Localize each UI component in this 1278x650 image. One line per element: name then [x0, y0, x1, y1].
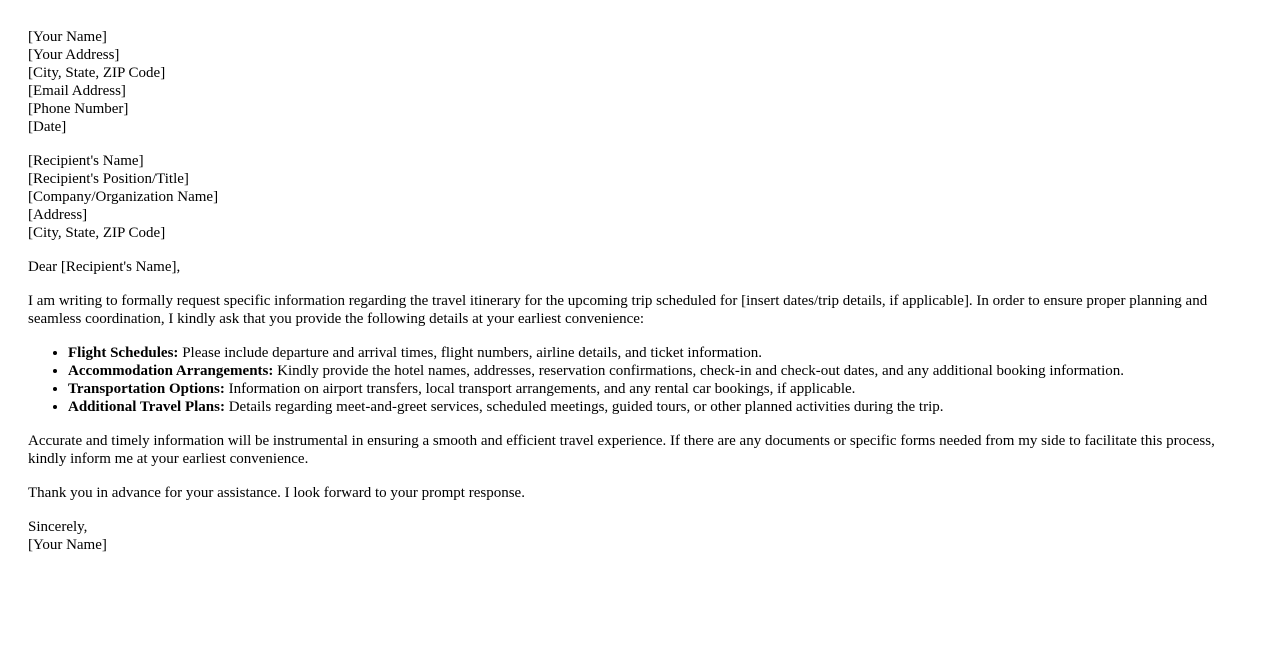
list-item-term: Additional Travel Plans:	[68, 399, 225, 415]
list-item-text: Information on airport transfers, local transport arrangements, and any rental car bookings, if applicable.	[224, 381, 856, 397]
list-item	[68, 398, 1250, 416]
list-item-text: Please include departure and arrival times, flight numbers, airline details, and ticket information.	[178, 345, 763, 361]
sender-address-block	[28, 28, 1250, 136]
sign-off: Sincerely,	[28, 519, 88, 535]
salutation: Dear [Recipient's Name],	[28, 259, 181, 275]
recipient-address: [Address]	[28, 207, 88, 223]
letter	[28, 28, 1250, 570]
list-item	[68, 362, 1250, 380]
recipient-position: [Recipient's Position/Title]	[28, 171, 189, 187]
list-item-text: Kindly provide the hotel names, addresses, reservation confirmations, check-in and check-out dates, and any additional booking information.	[273, 363, 1124, 379]
sender-name: [Your Name]	[28, 29, 107, 45]
list-item	[68, 344, 1250, 362]
recipient-city-state-zip: [City, State, ZIP Code]	[28, 225, 166, 241]
intro-paragraph: I am writing to formally request specific information regarding the travel itinerary for the upcoming trip scheduled for [insert dates/trip details, if applicable]. In order to ensure proper planning and seamless coordination, I kindly ask that you provide the following details at your earliest convenience:	[28, 293, 1208, 327]
thanks-paragraph: Thank you in advance for your assistance. I look forward to your prompt response.	[28, 485, 525, 501]
closing-paragraph: Accurate and timely information will be instrumental in ensuring a smooth and efficient travel experience. If there are any documents or specific forms needed from my side to facilitate this process, kindly inform me at your earliest convenience.	[28, 433, 1215, 467]
sender-email: [Email Address]	[28, 83, 126, 99]
list-item-term: Flight Schedules:	[68, 345, 179, 361]
list-item-term: Accommodation Arrangements:	[68, 363, 274, 379]
recipient-company: [Company/Organization Name]	[28, 189, 219, 205]
sender-phone: [Phone Number]	[28, 101, 129, 117]
list-item	[68, 380, 1250, 398]
letter-date: [Date]	[28, 119, 67, 135]
request-list	[28, 344, 1250, 416]
recipient-name: [Recipient's Name]	[28, 153, 144, 169]
list-item-text: Details regarding meet-and-greet services, scheduled meetings, guided tours, or other planned activities during the trip.	[224, 399, 944, 415]
sender-address: [Your Address]	[28, 47, 120, 63]
signature-block	[28, 518, 1250, 554]
sender-city-state-zip: [City, State, ZIP Code]	[28, 65, 166, 81]
list-item-term: Transportation Options:	[68, 381, 225, 397]
recipient-address-block	[28, 152, 1250, 242]
signature-name: [Your Name]	[28, 537, 107, 553]
